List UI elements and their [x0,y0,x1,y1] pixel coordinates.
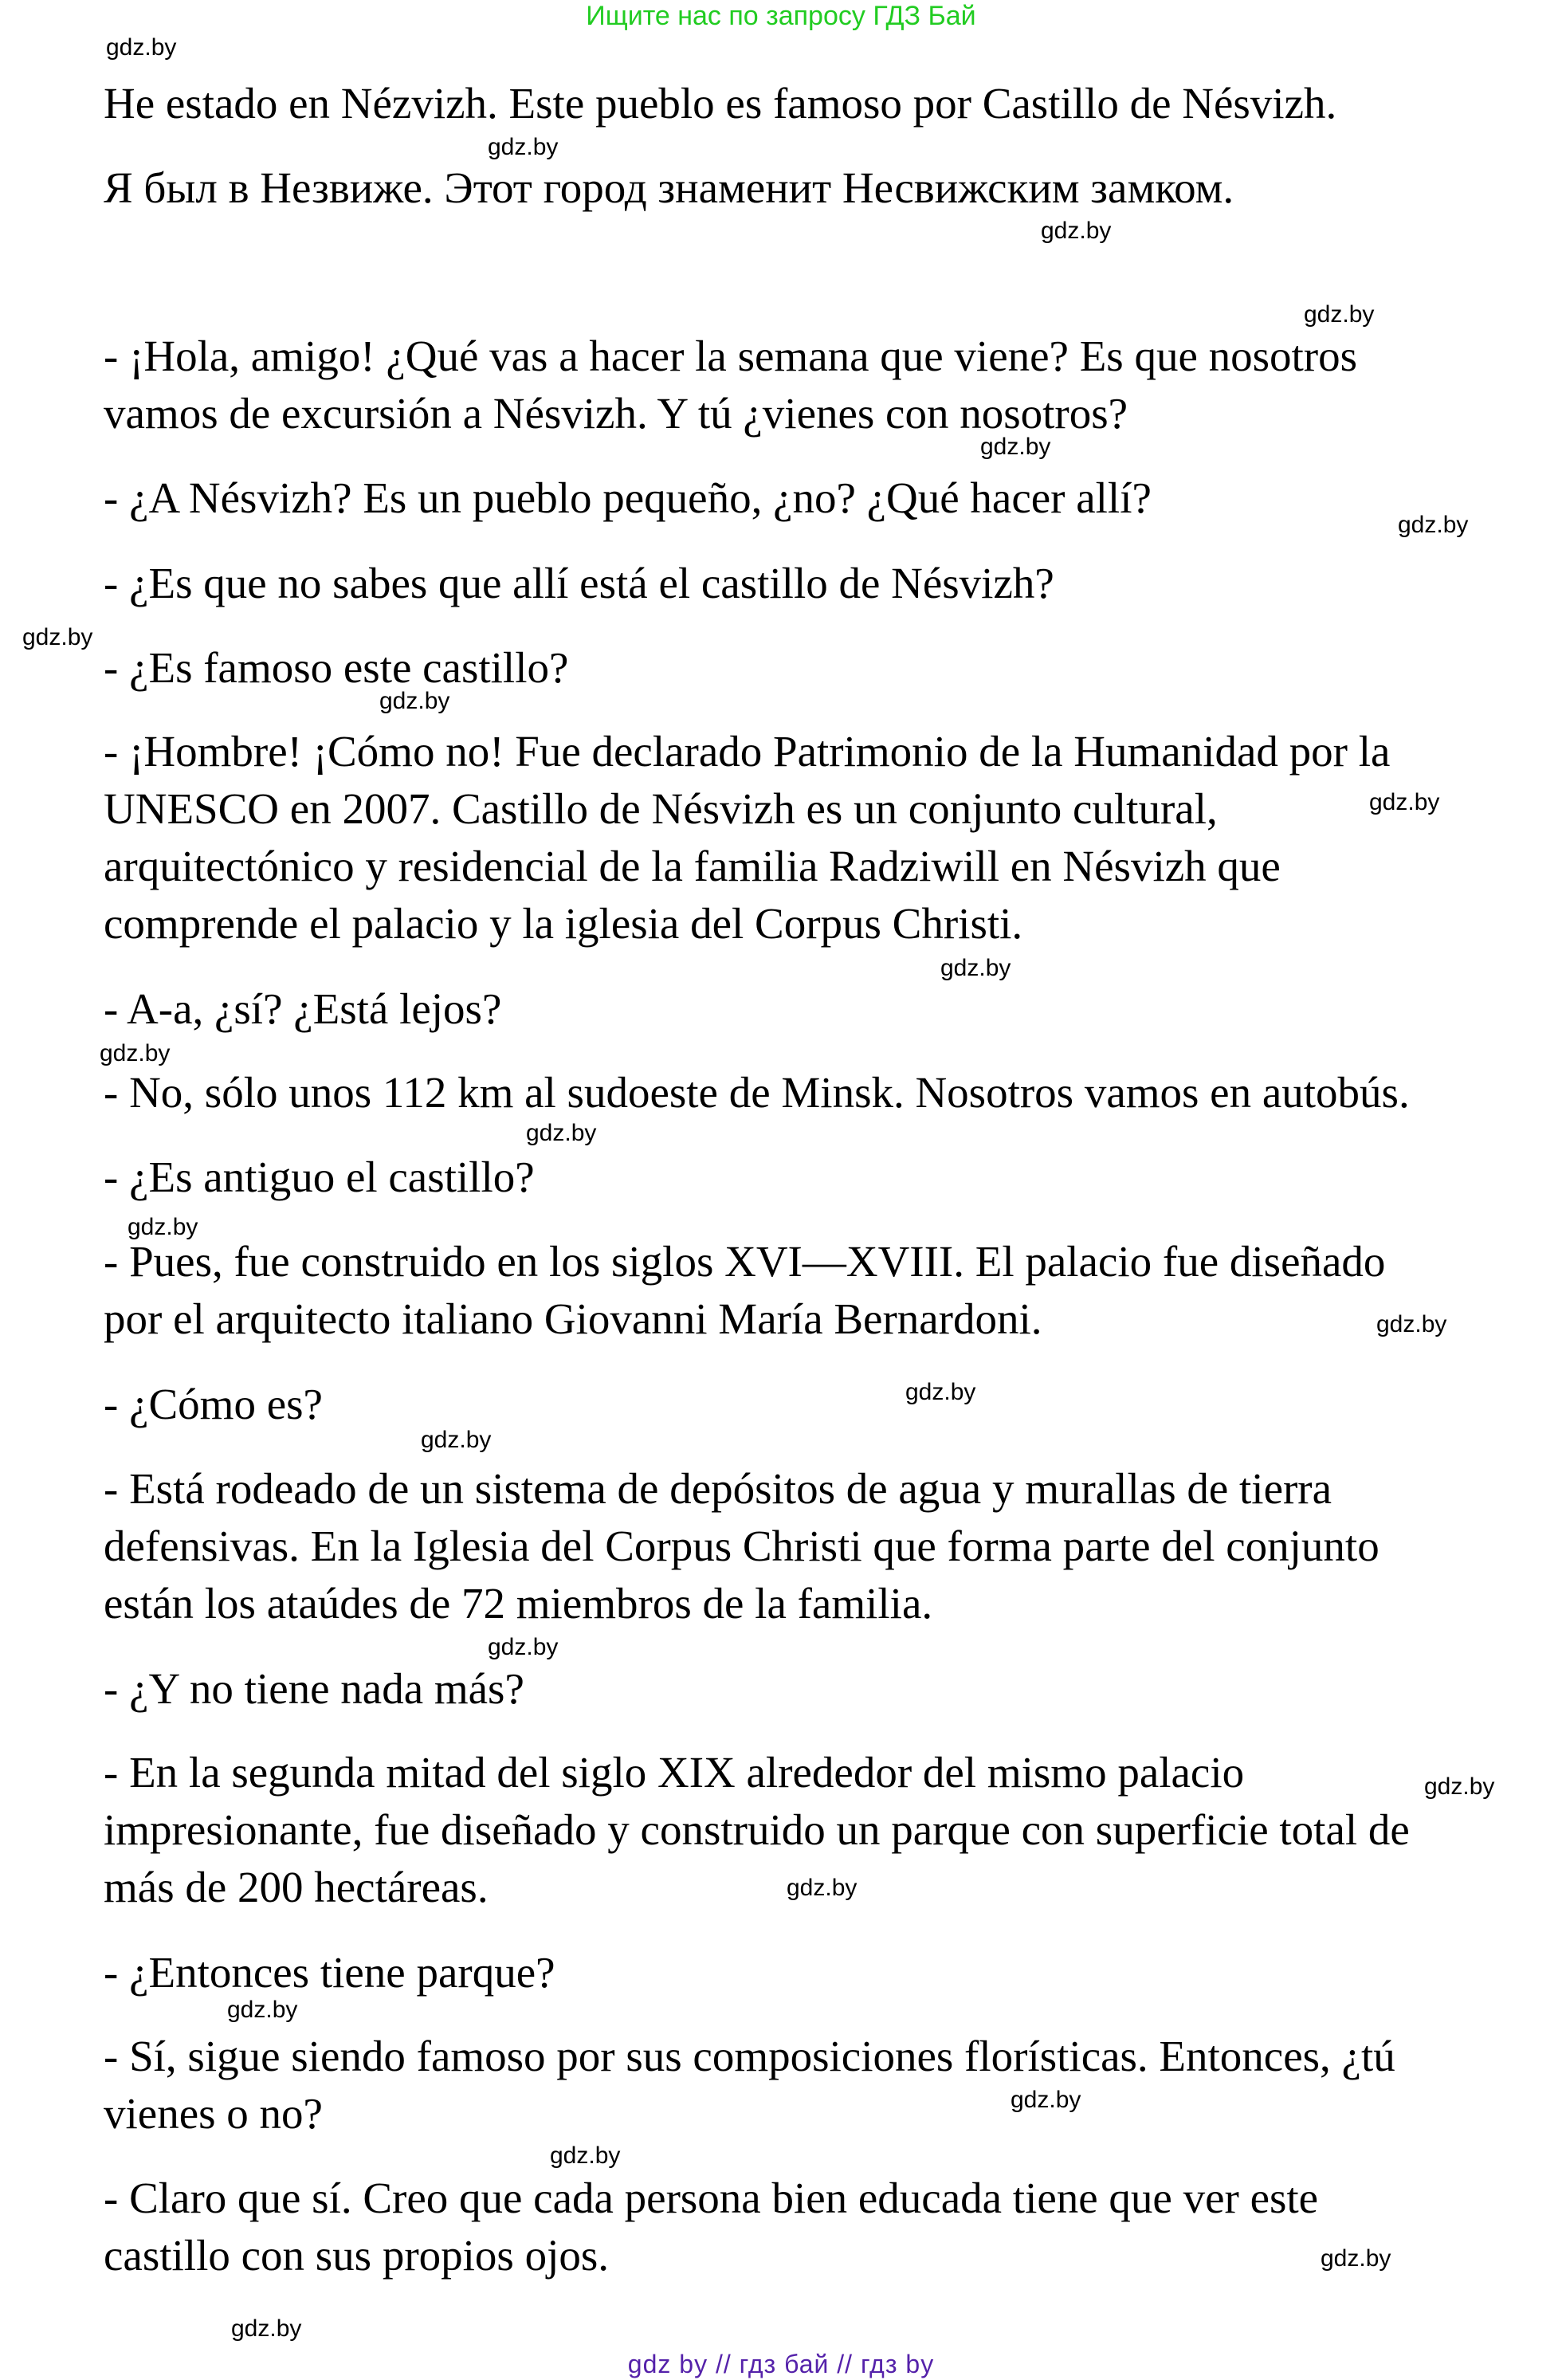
text-line: - ¡Hombre! ¡Cómo no! Fue declarado Patrimonio de la Humanidad por la [104,727,1391,776]
text-line: vienes o no? [104,2089,323,2138]
watermark: gdz.by [1041,218,1112,244]
text-line: castillo con sus propios ojos. [104,2231,610,2280]
text-line: Я был в Незвиже. Этот город знаменит Несвижским замком. [104,163,1234,212]
text-line: arquitectónico y residencial de la familia Radziwill en Nésvizh que [104,842,1281,890]
watermark: gdz.by [227,1997,298,2023]
watermark: gdz.by [379,688,450,714]
text-line: - ¿Y no tiene nada más? [104,1664,524,1713]
top-banner: Ищите нас по запросу ГДЗ Бай [586,1,976,31]
watermark: gdz.by [1304,301,1375,328]
text-line: - Está rodeado de un sistema de depósitos de agua y murallas de tierra [104,1464,1332,1513]
watermark: gdz.by [1424,1773,1495,1800]
watermark: gdz.by [1011,2087,1081,2113]
text-line: - ¿Cómo es? [104,1380,323,1428]
text-line: vamos de excursión a Nésvizh. Y tú ¿vienes con nosotros? [104,389,1128,438]
watermark: gdz.by [905,1379,976,1405]
text-line: - ¿Es antiguo el castillo? [104,1153,535,1201]
text-line: - ¡Hola, amigo! ¿Qué vas a hacer la semana que viene? Es que nosotros [104,332,1358,380]
text-line: He estado en Nézvizh. Este pueblo es famoso por Castillo de Nésvizh. [104,79,1337,128]
text-line: están los ataúdes de 72 miembros de la familia. [104,1579,933,1628]
watermark: gdz.by [550,2142,621,2169]
text-line: - Sí, sigue siendo famoso por sus composiciones florísticas. Entonces, ¿tú [104,2032,1395,2080]
text-line: defensivas. En la Iglesia del Corpus Christi que forma parte del conjunto [104,1522,1380,1570]
watermark: gdz.by [128,1214,198,1240]
text-line: por el arquitecto italiano Giovanni María Bernardoni. [104,1294,1042,1343]
text-line: - ¿A Nésvizh? Es un pueblo pequeño, ¿no? ¿Qué hacer allí? [104,473,1152,522]
watermark: gdz.by [22,624,93,650]
watermark: gdz.by [488,134,559,160]
text-line: comprende el palacio y la iglesia del Corpus Christi. [104,899,1023,948]
watermark: gdz.by [980,434,1051,460]
text-line: UNESCO en 2007. Castillo de Nésvizh es un conjunto cultural, [104,784,1218,833]
watermark: gdz.by [940,955,1011,981]
text-line: impresionante, fue diseñado y construido un parque con superficie total de [104,1805,1410,1854]
footer-links: gdz by // гдз бай // гдз by [627,2350,935,2378]
watermark: gdz.by [421,1427,492,1453]
watermark: gdz.by [100,1040,171,1066]
watermark: gdz.by [488,1634,559,1660]
watermark: gdz.by [787,1875,858,1901]
watermark: gdz.by [106,34,177,61]
text-line: - ¿Entonces tiene parque? [104,1948,555,1997]
watermark: gdz.by [1321,2245,1391,2272]
text-line: - Pues, fue construido en los siglos XVI—XVIII. El palacio fue diseñado [104,1237,1386,1286]
text-line: - ¿Es famoso este castillo? [104,643,569,692]
watermark: gdz.by [1376,1311,1447,1337]
watermark: gdz.by [231,2315,302,2342]
text-line: - Claro que sí. Creo que cada persona bien educada tiene que ver este [104,2174,1319,2222]
text-line: - No, sólo unos 112 km al sudoeste de Minsk. Nosotros vamos en autobús. [104,1068,1410,1117]
text-line: - A-a, ¿sí? ¿Está lejos? [104,984,502,1033]
text-line: - ¿Es que no sabes que allí está el castillo de Nésvizh? [104,559,1054,607]
text-line: más de 200 hectáreas. [104,1863,489,1911]
text-line: - En la segunda mitad del siglo XIX alrededor del mismo palacio [104,1748,1245,1797]
watermark: gdz.by [526,1120,597,1146]
watermark: gdz.by [1398,512,1469,538]
watermark: gdz.by [1369,789,1440,815]
